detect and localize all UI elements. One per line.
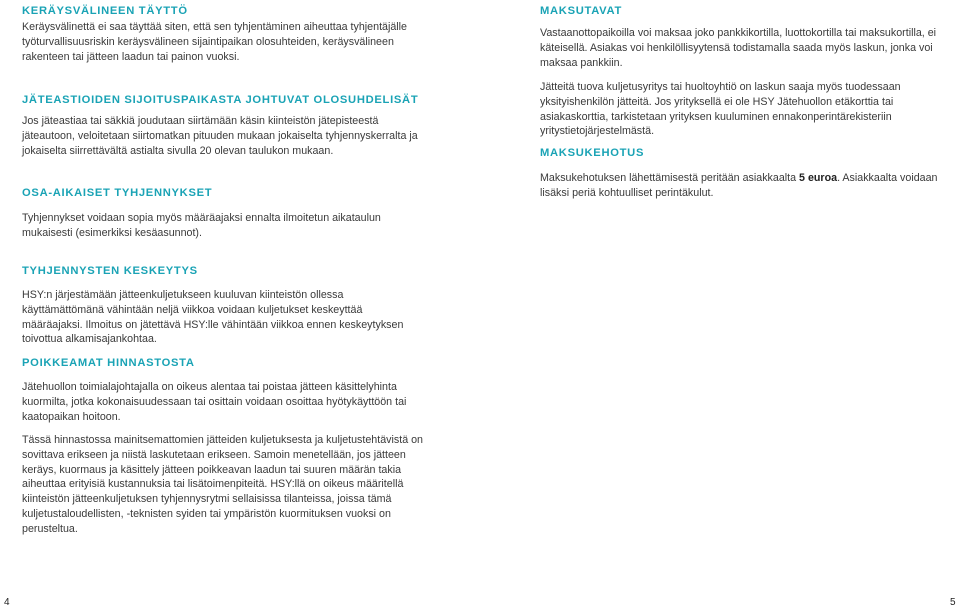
maksutavat-heading: MAKSUTAVAT	[540, 5, 622, 17]
maksukehotus-heading: MAKSUKEHOTUS	[540, 147, 645, 159]
maksutavat-text-1: Vastaanottopaikoilla voi maksaa joko pankkikortilla, luottokortilla tai maksukortilla, ei käteisellä. Asiakas voi henkilöllisyytensä todistamalla saada myös laskun, jonka voi maksaa pankkiin.	[540, 27, 937, 69]
poikkeamat-text-2: Tässä hinnastossa mainitsemattomien jätteiden kuljetuksesta ja kuljetustehtävistä on sovittava erikseen ja niistä laskutetaan erikseen. Samoin menetellään, jos jätteen keräys, kuormaus ja käsittely jätteen poikkeavan laadun tai suuren määrän takia aiheuttaa erityisiä kustannuksia tai lisätoimenpiteitä. HSY:llä on oikeus määritellä kiinteistön jätteenkuljetuksen tyhjennysrytmi sellaisissa tilanteissa, joissa tämä kuljetustaloudellisten, -teknisten syiden tai ympäristön kuormituksen vuoksi on perusteltua.	[22, 434, 423, 535]
osa-text: Tyhjennykset voidaan sopia myös määräajaksi ennalta ilmoitetun aikataulun mukaisesti (esimerkiksi kesäasunnot).	[22, 212, 381, 239]
keskeytys-heading: TYHJENNYSTEN KESKEYTYS	[22, 265, 198, 277]
maksukehotus-text-pre: Maksukehotuksen lähettämisestä peritään asiakkaalta	[540, 172, 800, 184]
page-number-left: 4	[4, 597, 10, 608]
maksukehotus-amount: 5 euroa	[799, 172, 838, 184]
maksukehotus-text-post: . Asiakkaalta voidaan lisäksi periä kohtuulliset perintäkulut.	[540, 172, 938, 199]
poikkeamat-text-1: Jätehuollon toimialajohtajalla on oikeus alentaa tai poistaa jätteen käsittelyhinta kuormilta, jotka kokonaisuudessaan tai osittain voidaan osoittaa hyötykäyttöön tai kaatopaikan hoitoon.	[22, 381, 407, 423]
kerays-text: Keräysvälinettä ei saa täyttää siten, että sen tyhjentäminen aiheuttaa tyhjentäjälle työturvallisuusriskin keräysvälineen sijaintipaikan olosuhteiden, keräysvälineen rakenteen tai jätteen laadun tai painon vuoksi.	[22, 21, 407, 63]
page-number-right: 5	[950, 597, 956, 608]
poikkeamat-heading: POIKKEAMAT HINNASTOSTA	[22, 357, 195, 369]
osa-heading: OSA-AIKAISET TYHJENNYKSET	[22, 187, 213, 199]
sijoitus-text: Jos jäteastiaa tai säkkiä joudutaan siirtämään käsin kiinteistön jätepisteestä jäteautoon, veloitetaan siirtomatkan pituuden mukaan jokaiselta tyhjennyskerralta ja jokaiselta siirrettävältä astialta sivulla 20 olevan taulukon mukaan.	[22, 115, 418, 157]
keskeytys-text: HSY:n järjestämään jätteenkuljetukseen kuuluvan kiinteistön ollessa käyttämättömänä vähintään neljä viikkoa voidaan kuljetukset keskeyttää määräajaksi. Ilmoitus on jätettävä HSY:lle vähintään viikkoa ennen keskeytyksen toivottua alkamisajankohtaa.	[22, 289, 404, 346]
maksukehotus-text	[540, 171, 942, 201]
sijoitus-heading: JÄTEASTIOIDEN SIJOITUSPAIKASTA JOHTUVAT OLOSUHDELISÄT	[22, 94, 419, 106]
kerays-heading: KERÄYSVÄLINEEN TÄYTTÖ	[22, 5, 188, 17]
maksutavat-text-2: Jätteitä tuova kuljetusyritys tai huoltoyhtiö on laskun saaja myös tuodessaan yksityishenkilön jätteitä. Jos yrityksellä ei ole HSY Jätehuollon etäkorttia tai asiakaskorttia, tarkistetaan yrityksen kuuluminen ennakonperintärekisteriin yritystietojärjestelmästä.	[540, 81, 901, 138]
